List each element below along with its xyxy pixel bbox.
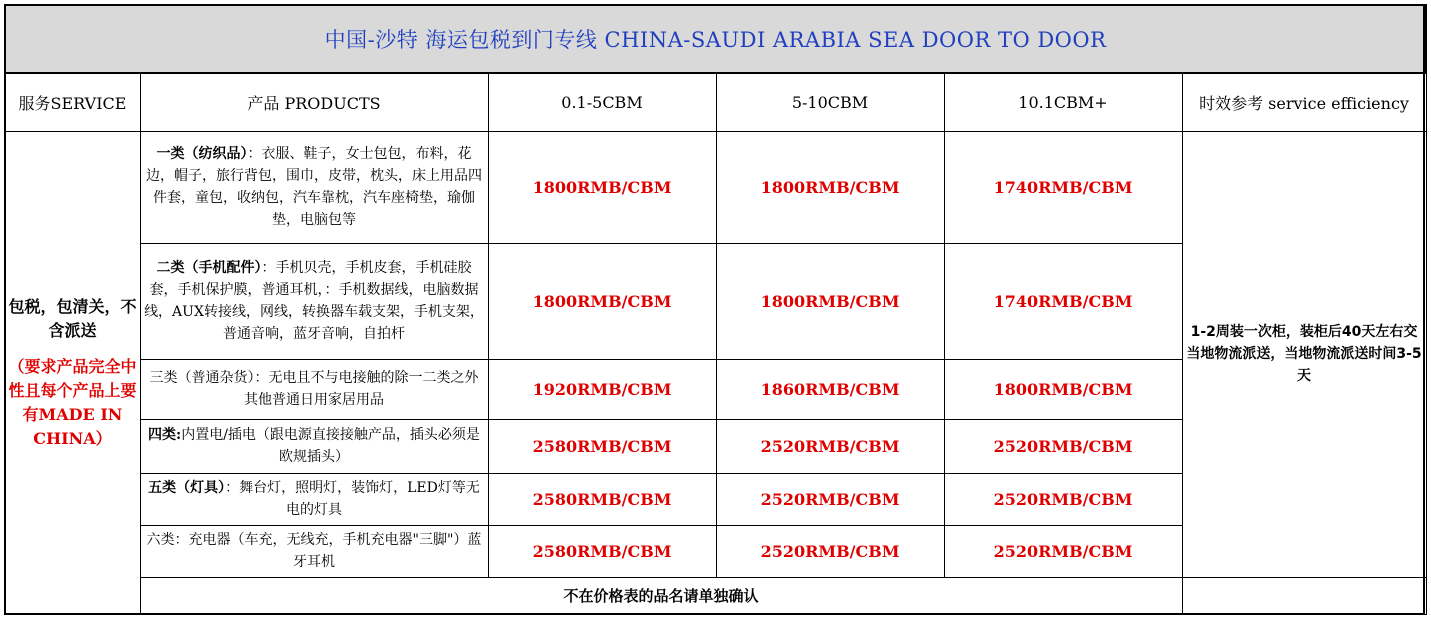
price-tier-3: 1740RMB/CBM	[944, 131, 1182, 243]
product-items: 内置电/插电（跟电源直接接触产品，插头必须是欧规插头）	[181, 427, 480, 465]
product-items: ：充电器（车充，无线充，手机充电器"三脚"）蓝牙耳机	[174, 532, 482, 570]
footer-note: 不在价格表的品名请单独确认	[140, 577, 1182, 614]
product-category: 四类:	[148, 427, 182, 443]
price-tier-2: 2520RMB/CBM	[716, 525, 944, 577]
header-tier-1: 0.1-5CBM	[488, 73, 716, 131]
header-products: 产品 PRODUCTS	[140, 73, 488, 131]
product-items: ：衣服、鞋子，女士包包，布料，花边，帽子，旅行背包，围巾，皮带，枕头，床上用品四件套，童包，收纳包，汽车靠枕，汽车座椅垫，瑜伽垫，电脑包等	[146, 146, 482, 228]
price-tier-1: 2580RMB/CBM	[488, 473, 716, 525]
price-tier-2: 2520RMB/CBM	[716, 419, 944, 473]
page-title: 中国-沙特 海运包税到门专线 CHINA-SAUDI ARABIA SEA DOOR TO DOOR	[5, 5, 1426, 73]
price-tier-3: 2520RMB/CBM	[944, 419, 1182, 473]
price-tier-1: 1800RMB/CBM	[488, 243, 716, 359]
service-main-text: 包税，包清关，不含派送	[8, 296, 137, 340]
price-tier-2: 1800RMB/CBM	[716, 243, 944, 359]
price-tier-1: 1920RMB/CBM	[488, 359, 716, 419]
efficiency-cell: 1-2周装一次柜，装柜后40天左右交当地物流派送，当地物流派送时间3-5天	[1182, 131, 1426, 577]
price-tier-3: 1740RMB/CBM	[944, 243, 1182, 359]
header-service: 服务SERVICE	[5, 73, 140, 131]
product-items: ：无电且不与电接触的除一二类之外其他普通日用家居用品	[244, 370, 479, 408]
product-category: 六类	[146, 532, 175, 548]
price-tier-1: 2580RMB/CBM	[488, 525, 716, 577]
header-tier-2: 5-10CBM	[716, 73, 944, 131]
product-items: ：舞台灯，照明灯，装饰灯，LED灯等无电的灯具	[225, 480, 480, 518]
price-tier-3: 1800RMB/CBM	[944, 359, 1182, 419]
header-efficiency: 时效参考 service efficiency	[1182, 73, 1426, 131]
price-tier-2: 2520RMB/CBM	[716, 473, 944, 525]
price-tier-2: 1800RMB/CBM	[716, 131, 944, 243]
product-category: 三类（普通杂货）	[149, 370, 255, 386]
product-category: 二类（手机配件）	[156, 260, 262, 276]
service-note-text: （要求产品完全中性且每个产品上要有MADE IN CHINA）	[8, 356, 137, 448]
price-tier-3: 2520RMB/CBM	[944, 525, 1182, 577]
price-tier-3: 2520RMB/CBM	[944, 473, 1182, 525]
product-category: 五类（灯具）	[148, 480, 226, 496]
price-tier-2: 1860RMB/CBM	[716, 359, 944, 419]
price-tier-1: 2580RMB/CBM	[488, 419, 716, 473]
header-tier-3: 10.1CBM+	[944, 73, 1182, 131]
product-category: 一类（纺织品）	[156, 146, 248, 162]
outer-border	[4, 4, 1425, 615]
price-tier-1: 1800RMB/CBM	[488, 131, 716, 243]
product-items: ：手机贝壳，手机皮套，手机硅胶套，手机保护膜，普通耳机，：手机数据线，电脑数据线，AUX转接线，网线，转换器车载支架，手机支架，普通音响，蓝牙音响，自拍杆	[144, 260, 484, 342]
